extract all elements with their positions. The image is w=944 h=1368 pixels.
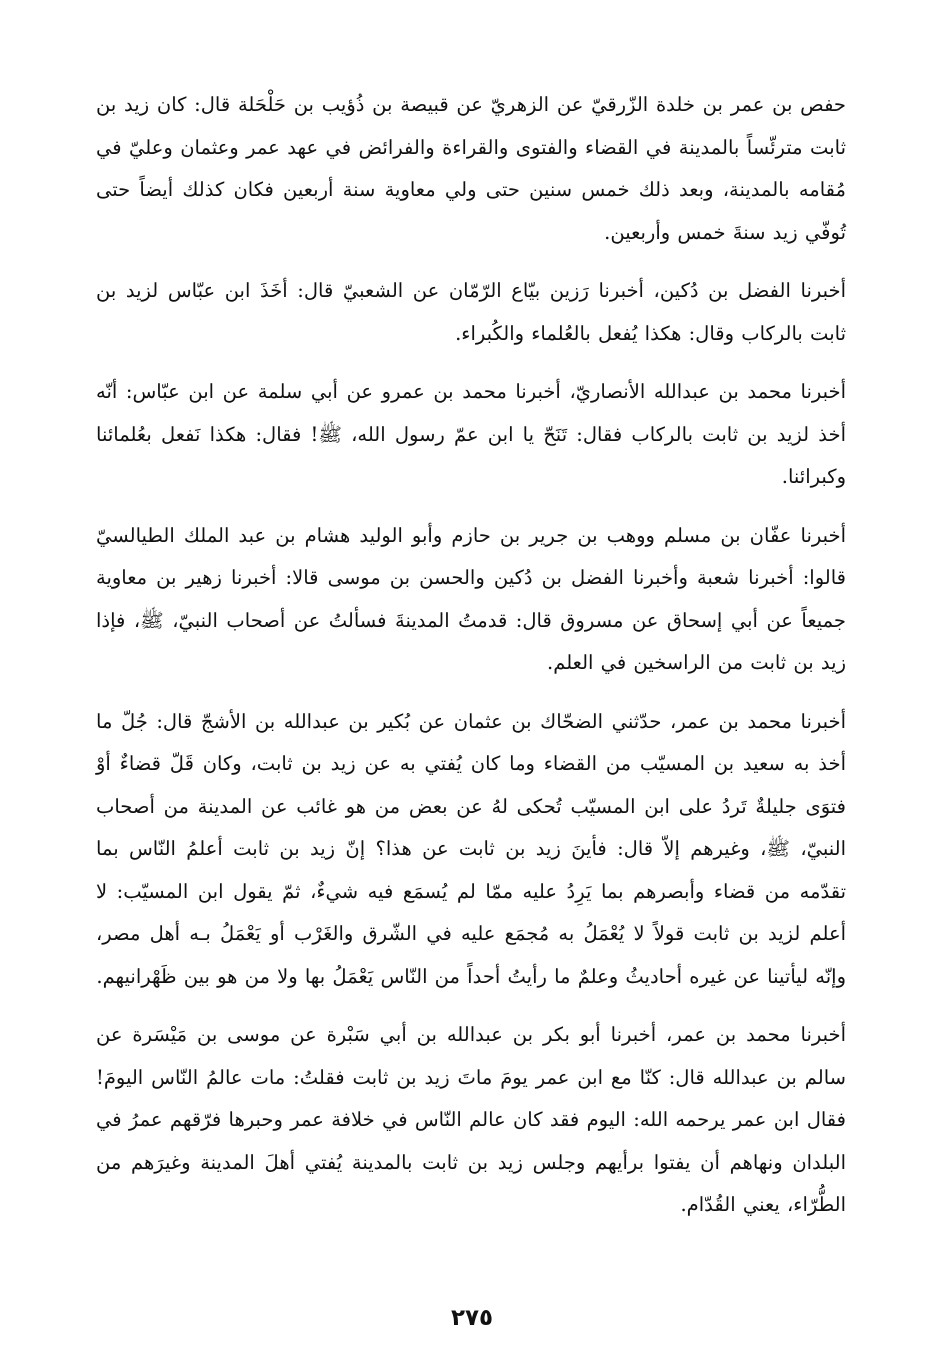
paragraph: أخبرنا محمد بن عمر، أخبرنا أبو بكر بن عبدالله بن أبي سَبْرة عن موسى بن مَيْسَرة عن سالم بن عبدالله قال: كنّا مع ابن عمر يومَ ماتَ زيد بن ثابت فقلتُ: مات عالمُ النّاس اليومَ! فقال ابن عمر يرحمه الله: اليوم فقد كان عالم النّاس في خلافة عمر وحبرها فرّقهم عمرُ في البلدان ونهاهم أن يفتوا برأيهم وجلس زيد بن ثابت بالمدينة يُفتي أهلَ المدينة وغيرَهم من الطُّرّاء، يعني القُدّام.	[96, 1023, 846, 1216]
page-number: ٢٧٥	[450, 1305, 494, 1331]
paragraph: حفص بن عمر بن خلدة الزّرقيّ عن الزهريّ عن قبيصة بن ذُؤيب بن حَلْحَلة قال: كان زيد بن ثابت مترئّساً بالمدينة في القضاء والفتوى والقراءة والفرائض في عهد عمر وعثمان وعليّ في مُقامه بالمدينة، وبعد ذلك خمس سنين حتى ولي معاوية سنة أربعين فكان كذلك أيضاً حتى تُوفّي زيد سنةَ خمس وأربعين.	[96, 93, 846, 244]
paragraph: أخبرنا محمد بن عمر، حدّثني الضحّاك بن عثمان عن بُكير بن عبدالله بن الأشجّ قال: جُلّ ما أخذ به سعيد بن المسيّب من القضاء وما كان يُفتي به عن زيد بن ثابت، وكان قَلّ قضاءٌ أوْ فتوَى جليلةٌ تَردُ على ابن المسيّب تُحكى لهُ عن بعض من هو غائب عن المدينة من أصحاب النبيّ، ﷺ، وغيرهم إلاّ قال: فأينَ زيد بن ثابت عن هذا؟ إنّ زيد بن ثابت أعلمُ النّاس بما تقدّمه من قضاء وأبصرهم بما يَرِدُ عليه ممّا لم يُسمَع فيه شيءٌ، ثمّ يقول ابن المسيّب: لا أعلم لزيد بن ثابت قولاً لا يُعْمَلُ به مُجمَع عليه في الشّرق والغَرْب أو يَعْمَلُ بـه أهل مصر، وإنّه ليأتينا عن غيره أحاديثُ وعلمٌ ما رأيتُ أحداً من النّاس يَعْمَلُ بها ولا من هو بين ظَهْرانيهم.	[96, 709, 846, 988]
paragraph: أخبرنا محمد بن عبدالله الأنصاريّ، أخبرنا محمد بن عمرو عن أبي سلمة عن ابن عبّاس: أنّه أخذ لزيد بن ثابت بالركاب فقال: تَنَحّ يا ابن عمّ رسول الله، ﷺ! فقال: هكذا نَفعل بعُلمائنا وكبرائنا.	[96, 380, 846, 488]
page-body	[96, 84, 846, 1243]
paragraph: أخبرنا الفضل بن دُكين، أخبرنا رَزين بيّاع الرّمّان عن الشعبيّ قال: أخَذَ ابن عبّاس لزيد بن ثابت بالركاب وقال: هكذا يُفعل بالعُلماء والكُبراء.	[96, 279, 846, 345]
paragraph: أخبرنا عفّان بن مسلم ووهب بن جرير بن حازم وأبو الوليد هشام بن عبد الملك الطيالسيّ قالوا: أخبرنا شعبة وأخبرنا الفضل بن دُكين والحسن بن موسى قالا: أخبرنا زهير بن معاوية جميعاً عن أبي إسحاق عن مسروق قال: قدمتُ المدينةَ فسألتُ عن أصحاب النبيّ، ﷺ، فإذا زيد بن ثابت من الراسخين في العلم.	[96, 523, 846, 674]
